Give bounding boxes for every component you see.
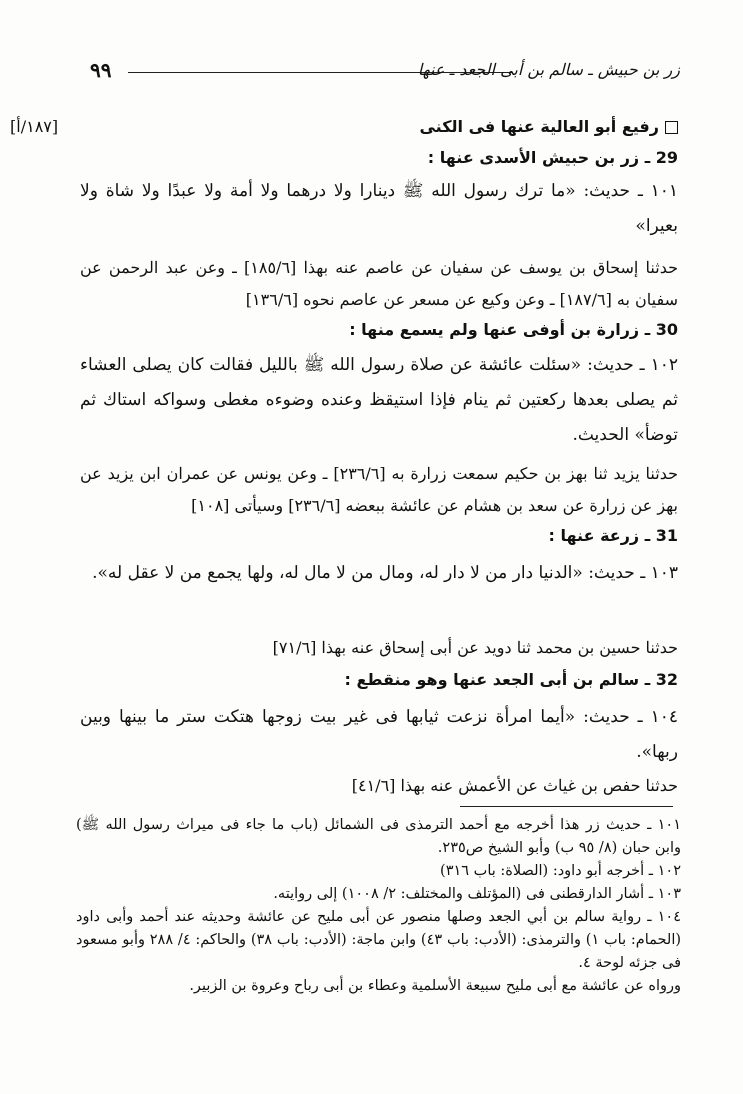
footnote-104-continued: ورواه عن عائشة مع أبى مليح سبيعة الأسلمية وعطاء بن أبى رباح وعروة بن الزبير.	[189, 978, 681, 994]
margin-reference: [١٨٧/أ]	[10, 117, 59, 136]
entry-title: رفيع أبو العالية عنها فى الكنى	[419, 117, 659, 136]
sanad-102: حدثنا يزيد ثنا بهز بن حكيم سمعت زرارة به [٢٣٦/٦] ـ وعن يونس عن عمران ابن يزيد عن بهز عن زرارة عن سعد بن هشام عن عائشة ببعضه [٢٣٦/٦] وسيأتى [١٠٨]	[80, 464, 678, 515]
page-number: ٩٩	[90, 58, 112, 82]
entry-heading-31: 31 ـ زرعة عنها :	[548, 526, 678, 545]
footnote-divider	[460, 806, 673, 807]
footnote-104: ١٠٤ ـ رواية سالم بن أبي الجعد وصلها منصور عن أبى مليح عن عائشة وحديثه عند أحمد وأبى داود (الحمام: باب ١) والترمذى: (الأدب: باب ٤٣) وابن ماجة: (الأدب: باب ٣٨) والحاكم: ٤/ ٢٨٨ وأبو مسعود فى جزئه لوحة ٤.	[76, 909, 682, 971]
sanad-101: حدثنا إسحاق بن يوسف عن سفيان عن عاصم عنه بهذا [١٨٥/٦] ـ وعن عبد الرحمن عن سفيان به [١٨٧/٦] ـ وعن وكيع عن مسعر عن عاصم نحوه [١٣٦/٦]	[80, 258, 679, 309]
footnotes	[76, 814, 681, 998]
entry-heading-rafi	[419, 117, 678, 136]
entry-heading-29: 29 ـ زر بن حبيش الأسدى عنها :	[427, 148, 678, 167]
running-head: زر بن حبيش ـ سالم بن أبى الجعد ـ عنها	[417, 60, 680, 79]
hadith-103: ١٠٣ ـ حديث: «الدنيا دار من لا دار له، ومال من لا مال له، ولها يجمع من لا عقل له».	[92, 563, 678, 583]
sanad-104: حدثنا حفص بن غياث عن الأعمش عنه بهذا [٤١/٦]	[351, 776, 678, 795]
sanad-103: حدثنا حسين بن محمد ثنا دويد عن أبى إسحاق عنه بهذا [٧١/٦]	[272, 638, 678, 657]
page-header	[90, 58, 680, 88]
entry-heading-32: 32 ـ سالم بن أبى الجعد عنها وهو منقطع :	[344, 670, 678, 689]
entry-heading-30: 30 ـ زرارة بن أوفى عنها ولم يسمع منها :	[349, 320, 678, 339]
hadith-101: ١٠١ ـ حديث: «ما ترك رسول الله ﷺ دينارا ولا درهما ولا أمة ولا عبدًا ولا شاة ولا بعيرا»	[80, 181, 678, 236]
footnote-102: ١٠٢ ـ أخرجه أبو داود: (الصلاة: باب ٣١٦)	[440, 863, 681, 879]
footnote-103: ١٠٣ ـ أشار الدارقطنى فى (المؤتلف والمختلف: ٢/ ١٠٠٨) إلى روايته.	[273, 886, 681, 902]
hadith-104: ١٠٤ ـ حديث: «أيما امرأة نزعت ثيابها فى غير بيت زوجها هتكت ستر ما بينها وبين ربها».	[80, 707, 678, 762]
footnote-101: ١٠١ ـ حديث زر هذا أخرجه مع أحمد الترمذى فى الشمائل (باب ما جاء فى ميراث رسول الله ﷺ) وابن حبان (٨/ ٩٥ ب) وأبو الشيخ ص٢٣٥.	[76, 817, 681, 856]
hadith-102: ١٠٢ ـ حديث: «سئلت عائشة عن صلاة رسول الله ﷺ بالليل فقالت كان يصلى العشاء ثم يصلى بعدها ركعتين ثم ينام فإذا استيقظ وعنده وضوءه مغطى وسواكه استاك ثم توضأ» الحديث.	[80, 355, 678, 445]
square-marker-icon	[665, 121, 678, 134]
